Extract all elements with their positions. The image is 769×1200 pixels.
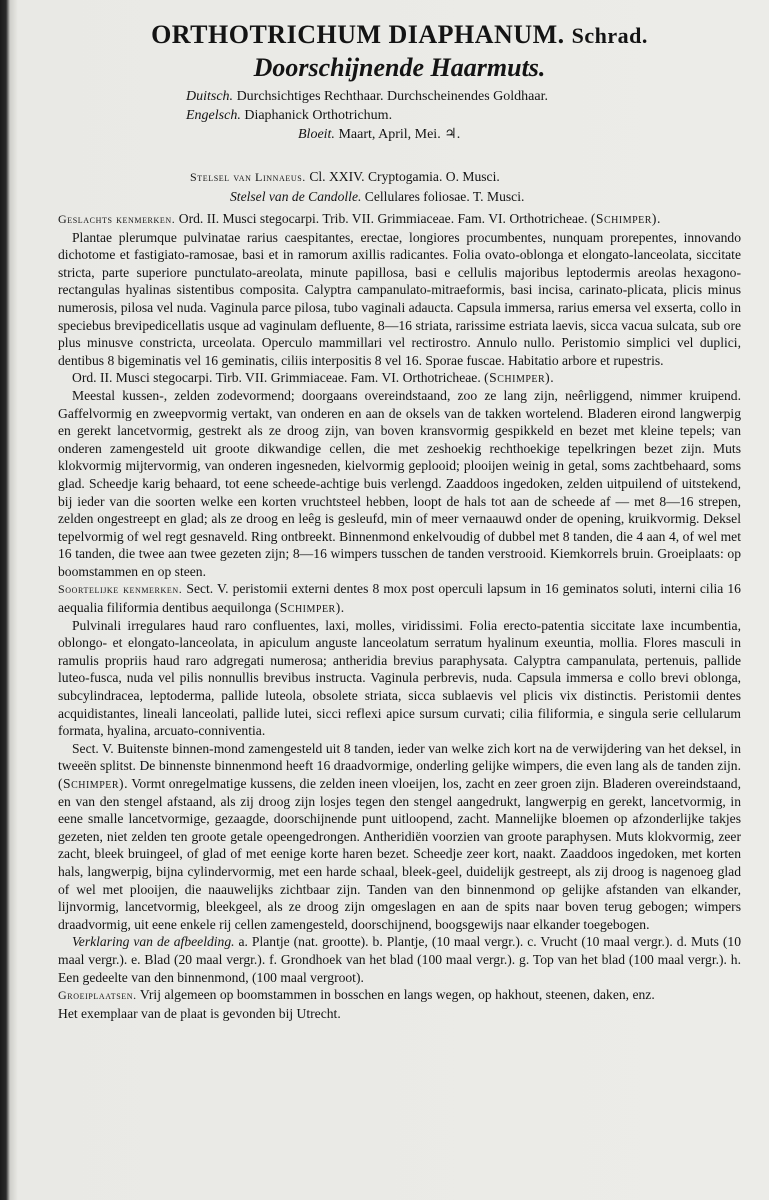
species-latin-authority: (Schimper). bbox=[274, 600, 345, 616]
genus-heading-paragraph bbox=[58, 210, 741, 229]
genus-dutch-classification-text: Ord. II. Musci stegocarpi. Tirb. VII. Grimmiaceae. Fam. VI. Orthotricheae. bbox=[72, 370, 481, 386]
german-label: Duitsch. bbox=[186, 89, 234, 104]
flowering-line bbox=[298, 125, 741, 145]
species-heading-paragraph bbox=[58, 580, 741, 616]
species-label: Soortelijke kenmerken. bbox=[58, 582, 183, 597]
description-body bbox=[58, 210, 741, 1022]
flowering-value: Maart, April, Mei. ♃. bbox=[338, 127, 461, 142]
species-dutch-paragraph bbox=[58, 740, 741, 934]
genus-dutch-classification bbox=[58, 369, 741, 387]
vernacular-names bbox=[186, 87, 741, 125]
linnaeus-value: Cl. XXIV. Cryptogamia. O. Musci. bbox=[309, 169, 500, 184]
species-latin-intro: Sect. V. peristomii externi dentes 8 mox post operculi lapsum in 16 geminatos soluti, interni cilia 16 aequalia filiformia dentibus aequilonga bbox=[58, 581, 741, 616]
figure-label: Verklaring van de afbeelding. bbox=[72, 934, 235, 950]
species-dutch-intro: Sect. V. Buitenste binnen-mond zamengesteld uit 8 tanden, ieder van welke zich kort na de verwijdering van het deksel, in tweeën splitst. De binnenste binnenmond heeft 16 draadvormige, onderling gelijke wimpers, die even lang als de tanden zijn. bbox=[58, 740, 741, 774]
genus-authority: (Schimper). bbox=[590, 211, 661, 226]
species-name: ORTHOTRICHUM DIAPHANUM. bbox=[151, 20, 565, 49]
species-author: Schrad. bbox=[571, 23, 648, 48]
specimen-note: Het exemplaar van de plaat is gevonden bij Utrecht. bbox=[58, 1005, 341, 1021]
habitat-paragraph bbox=[58, 986, 741, 1005]
german-value: Durchsichtiges Rechthaar. Durchscheinendes Goldhaar. bbox=[236, 89, 548, 104]
species-dutch-authority: (Schimper). bbox=[58, 776, 128, 791]
flowering-label: Bloeit. bbox=[298, 127, 335, 142]
species-latin-paragraph: Pulvinali irregulares haud raro confluentes, laxi, molles, viridissimi. Folia erecto-patentia siccitate laxe incumbentia, oblongo- et elongato-lanceolata, in apiculum anguste lanceolatum serratum hyalinum exeuntia, mollia. Flores masculi in ramulis propriis haud raro adgregati numerosa; antheridia brevius paraphysata. Calyptra campanulata, pertenuis, pallide luteo-fusca, nuda vel pilis nonnullis brevibus instructa. Vaginula perbrevis, nuda. Capsula immersa e collo brevi oblonga, subcylindracea, leptoderma, pallide luteola, obsolete striata, sicca sublaevis vel plicis vix distinctis. Peristomii dentes acquidistantes, lineali lanceolati, pallide lutei, sicci reflexi apice sursum curvati; cilia filiformia, e singula serie cellularum formata, hyalina, arcuato-conniventia. bbox=[58, 617, 741, 739]
english-name-line bbox=[186, 106, 741, 125]
figure-text: a. Plantje (nat. grootte). b. Plantje, (10 maal vergr.). c. Vrucht (10 maal vergr.). d. Muts (10 maal vergr.). e. Blad (20 maal vergr.). f. Grondhoek van het blad (100 maal vergr.). g. Top van het blad (100 maal vergr.). h. Een gedeelte van den binnenmond, (100 maal vergroot). bbox=[58, 934, 741, 985]
classification-systems bbox=[58, 167, 741, 206]
english-label: Engelsch. bbox=[186, 108, 241, 123]
genus-label: Geslachts kenmerken. bbox=[58, 212, 176, 226]
dutch-common-name: Doorschijnende Haarmuts. bbox=[253, 53, 546, 82]
linnaeus-line bbox=[190, 167, 741, 187]
candolle-value: Cellulares foliosae. T. Musci. bbox=[364, 189, 525, 204]
habitat-label: Groeiplaatsen. bbox=[58, 988, 137, 1003]
habitat-text: Vrij algemeen op boomstammen in bosschen en langs wegen, op hakhout, steenen, daken, enz. bbox=[139, 987, 655, 1003]
genus-dutch-authority: (Schimper). bbox=[484, 370, 555, 386]
species-title bbox=[58, 20, 741, 51]
species-dutch-description: Vormt onregelmatige kussens, die zelden ineen vloeijen, los, zacht en zeer groen zijn. Bladeren overeindstaand, en van den stengel afstaand, als zij droog zijn losjes tegen den stengel aangedrukt, langwerpig en gerekt, lancetvormig, in eene smalle lancetvormige, gezaagde, doorschijnende punt uitloopend, zacht. Mannelijke bloemen op afzonderlijke takjes gezeten, niet zelden ten groote getale opeengedrongen. Antheridiën voorzien van groote paraphysen. Muts klokvormig, zeer zacht, bleek bruingeel, of glad of met eenige korte haren bezet. Scheedje zeer kort, naakt. Zaaddoos ingedoken, met korten hals, langwerpig, bijna cylindervormig, met een harde schaal, bleek-geel, duidelijk gestreept, als zij droog is nagenoeg glad of wel met plooijen, die naauwelijks zichtbaar zijn. Tanden van den binnenmond op gelijke afstanden van elkander, lijnvormig, lancetvormig, bleekgeel, als ze droog zijn omgeslagen en aan de spits naar boven terug gebogen; wimpers draadvormig, uit eene enkele rij cellen zamengesteld, doorschijnend, boogsgewijs naar elkander toegebogen. bbox=[58, 776, 741, 932]
genus-dutch-paragraph: Meestal kussen-, zelden zodevormend; doorgaans overeindstaand, zoo ze lang zijn, neêrliggend, nimmer kruipend. Gaffelvormig en zweepvormig vertakt, van onderen en aan de oksels van de takken wortelend. Bladeren eirond langwerpig en gerekt lancetvormig, gestrekt als ze droog zijn, van boven kransvormig gespikkeld en bezet met kleine tepels; van onderen zamengesteld uit groote dikwandige cellen, die met zeshoekig rechthoekige tepelkringen bezet zijn. Muts klokvormig mijtervormig, van onderen ingesneden, kielvormig geplooid; plooijen weinig in getal, soms zachtbehaard, soms glad. Scheedje karig behaard, tot eene scheede-achtige buis verlengd. Zaaddoos ingedoken, zelden uitpuilend of uitstekend, bij ieder van die soorten welke een korten vruchtsteel hebben, loopt de hals tot aan de scheede af — met 8—16 strepen, zelden ongestreept en glad; als ze droog en leêg is gesleufd, min of meer vernaauwd onder de opening, kruikvormig. Deksel tepelvormig of wel regt gesnaveld. Ring ontbreekt. Binnenmond enkelvoudig of dubbel met 8 tanden, die 4 aan 4, of wel met 16 tanden, die twee aan twee gezeten zijn; 8—16 wimpers tusschen de tanden verstrooid. Kiemkorrels bruin. Groeiplaats: op boomstammen en op steen. bbox=[58, 387, 741, 579]
candolle-line bbox=[230, 187, 741, 206]
genus-latin-paragraph: Plantae plerumque pulvinatae rarius caespitantes, erectae, longiores procumbentes, nunquam prorepentes, innovando dichotome et fastigiato-ramosae, basi et in ramorum axillis radicantes. Folia ovato-oblonga et elongato-lanceolata, siccitate stricta, parte superiore punctulato-areolata, minute papillosa, basi e cellulis majoribus leptodermis areolas hexagono-rectangulas hyalinas sistentibus composita. Calyptra campanulato-mitraeformis, basi incisa, carinato-plicata, plicis minus numerosis, pilosa vel nuda. Vaginula parce pilosa, tubo vaginali adaucta. Capsula immersa, rarius emersa vel exserta, collo in speciebus brevipedicellatis usque ad vaginulam defluente, 8—16 striata, rarissime estriata laevis, sicca vacua sulcata, sub ore plus minusve constricta, urceolata. Operculo mammillari vel rectirostro. Annulo nullo. Peristomio simplici vel duplici, dentibus 8 bigeminatis vel 16 geminatis, ciliis interpositis 8 vel 16. Sporae fuscae. Habitatio arbore et rupestris. bbox=[58, 229, 741, 368]
english-value: Diaphanick Orthotrichum. bbox=[244, 108, 393, 123]
genus-classification: Ord. II. Musci stegocarpi. Trib. VII. Grimmiaceae. Fam. VI. Orthotricheae. bbox=[178, 211, 588, 226]
linnaeus-label: Stelsel van Linnaeus. bbox=[190, 170, 306, 184]
candolle-label: Stelsel van de Candolle. bbox=[230, 189, 362, 204]
figure-explanation bbox=[58, 933, 741, 986]
german-name-line bbox=[186, 87, 741, 106]
